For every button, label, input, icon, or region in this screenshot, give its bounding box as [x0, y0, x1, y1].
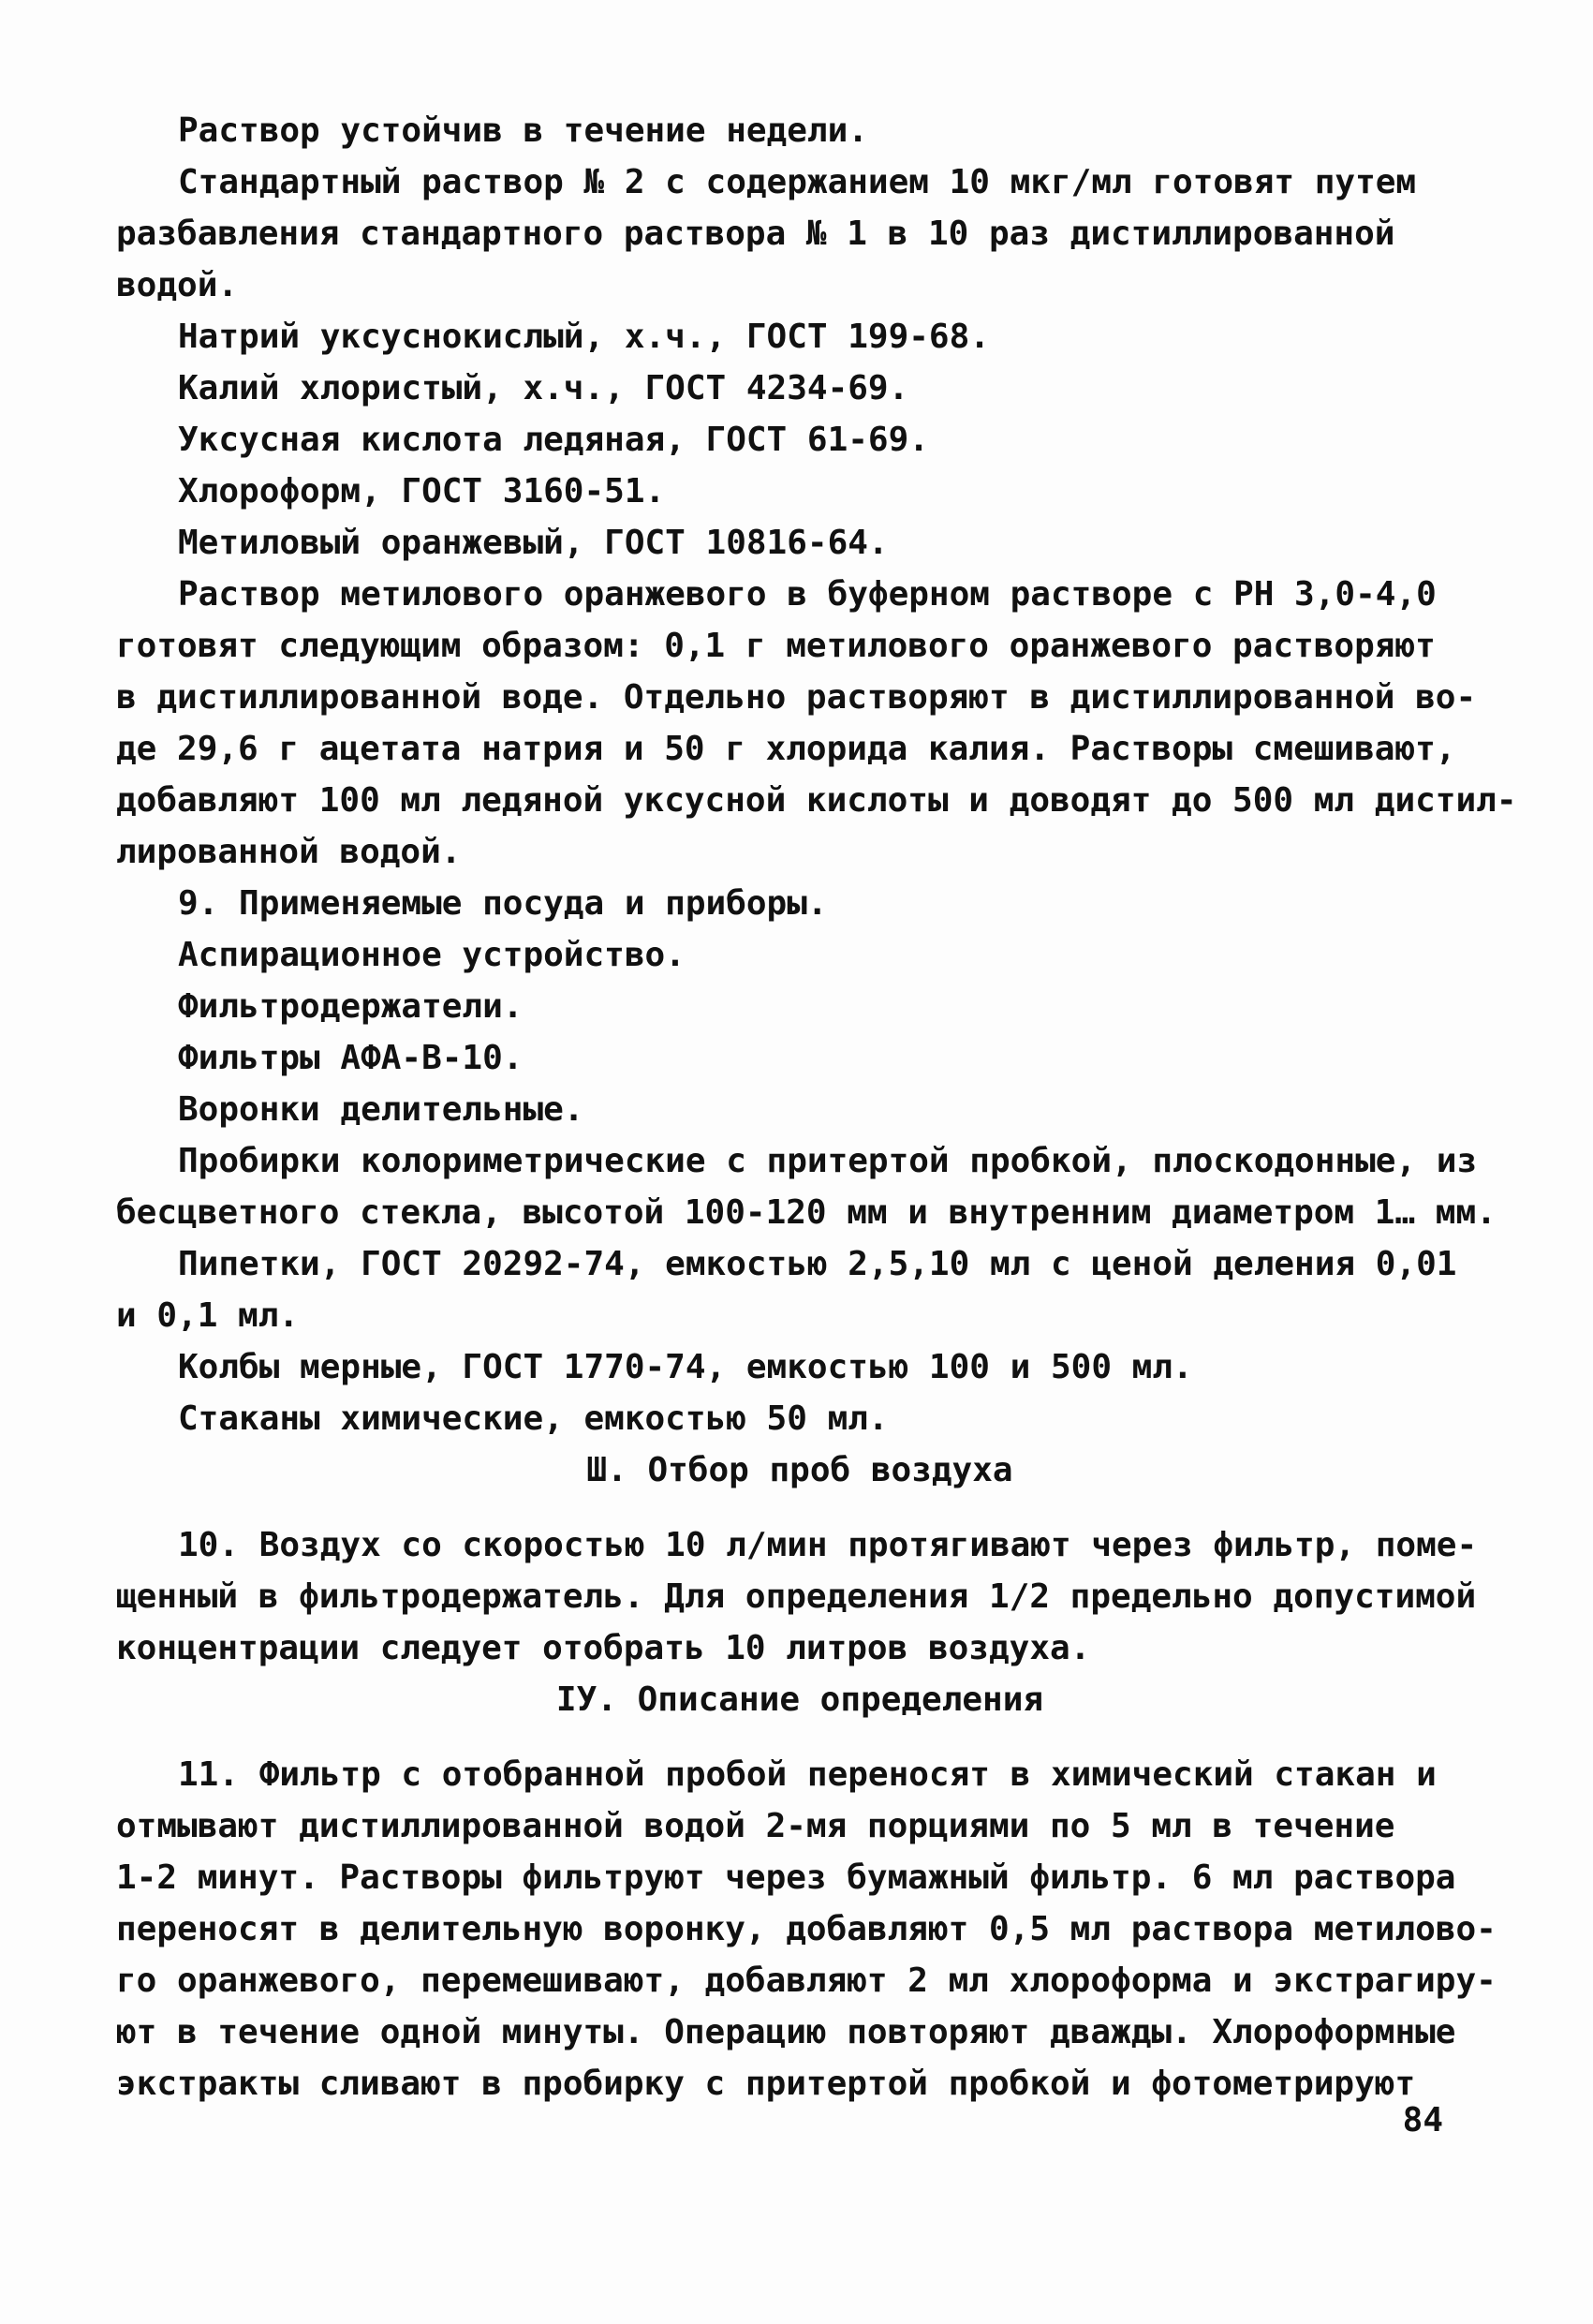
text-line: Фильтры АФА-В-10.	[178, 1039, 524, 1077]
spacer	[116, 1496, 1483, 1519]
text-line: Пробирки колориметрические с притертой пробкой, плоскодонные, из	[178, 1142, 1478, 1180]
text-line: концентрации следует отобрать 10 литров воздуха.	[116, 1629, 1091, 1667]
section-heading: 9. Применяемые посуда и приборы.	[178, 884, 828, 923]
document-body	[116, 105, 1517, 2109]
text-line: Хлороформ, ГОСТ 3160-51.	[178, 472, 666, 511]
text-line: в дистиллированной воде. Отдельно растворяют в дистиллированной во-	[116, 678, 1477, 717]
spacer	[116, 1725, 1483, 1749]
text-line: Раствор метилового оранжевого в буферном растворе с РН 3,0-4,0	[178, 575, 1437, 614]
text-line: 11. Фильтр с отобранной пробой переносят в химический стакан и	[178, 1755, 1437, 1794]
text-line: ют в течение одной минуты. Операцию повторяют дважды. Хлороформные	[116, 2013, 1456, 2051]
text-line: Пипетки, ГОСТ 20292-74, емкостью 2,5,10 мл с ценой деления 0,01	[178, 1245, 1457, 1283]
text-line: переносят в делительную воронку, добавляют 0,5 мл раствора метилово-	[116, 1910, 1497, 1948]
text-line: Метиловый оранжевый, ГОСТ 10816-64.	[178, 524, 889, 562]
text-line: бесцветного стекла, высотой 100-120 мм и внутренним диаметром 1… мм.	[116, 1193, 1497, 1232]
text-line: Уксусная кислота ледяная, ГОСТ 61-69.	[178, 421, 929, 459]
text-line: Стаканы химические, емкостью 50 мл.	[178, 1399, 889, 1438]
text-line: Колбы мерные, ГОСТ 1770-74, емкостью 100 и 500 мл.	[178, 1348, 1193, 1386]
text-line: Фильтродержатели.	[178, 987, 524, 1026]
text-line: Калий хлористый, х.ч., ГОСТ 4234-69.	[178, 369, 909, 407]
text-line: экстракты сливают в пробирку с притертой пробкой и фотометрируют	[116, 2065, 1416, 2103]
section-title-description: IУ. Описание определения	[555, 1680, 1044, 1719]
text-line: Стандартный раствор № 2 с содержанием 10 мкг/мл готовят путем	[178, 163, 1417, 201]
text-line: Воронки делительные.	[178, 1090, 584, 1129]
section-title-air-sampling: Ш. Отбор проб воздуха	[586, 1451, 1013, 1489]
text-line: лированной водой.	[116, 833, 462, 871]
text-line: водой.	[116, 266, 239, 304]
text-line: де 29,6 г ацетата натрия и 50 г хлорида калия. Растворы смешивают,	[116, 730, 1456, 768]
text-line: го оранжевого, перемешивают, добавляют 2 мл хлороформа и экстрагиру-	[116, 1961, 1497, 2000]
text-line: 1-2 минут. Растворы фильтруют через бумажный фильтр. 6 мл раствора	[116, 1858, 1456, 1897]
text-line: Аспирационное устройство.	[178, 936, 686, 974]
text-line: готовят следующим образом: 0,1 г метилового оранжевого растворяют	[116, 627, 1436, 665]
text-line: щенный в фильтродержатель. Для определения 1/2 предельно допустимой	[116, 1577, 1477, 1616]
text-line: и 0,1 мл.	[116, 1296, 300, 1335]
text-line: 10. Воздух со скоростью 10 л/мин протягивают через фильтр, поме-	[178, 1526, 1478, 1564]
text-line: Натрий уксуснокислый, х.ч., ГОСТ 199-68.	[178, 318, 990, 356]
text-line: отмывают дистиллированной водой 2-мя порциями по 5 мл в течение	[116, 1807, 1395, 1845]
text-line: разбавления стандартного раствора № 1 в 10 раз дистиллированной	[116, 215, 1395, 253]
page-number: 84	[1402, 2101, 1443, 2139]
text-line: Раствор устойчив в течение недели.	[178, 111, 868, 150]
text-line: добавляют 100 мл ледяной уксусной кислоты и доводят до 500 мл дистил-	[116, 781, 1517, 820]
